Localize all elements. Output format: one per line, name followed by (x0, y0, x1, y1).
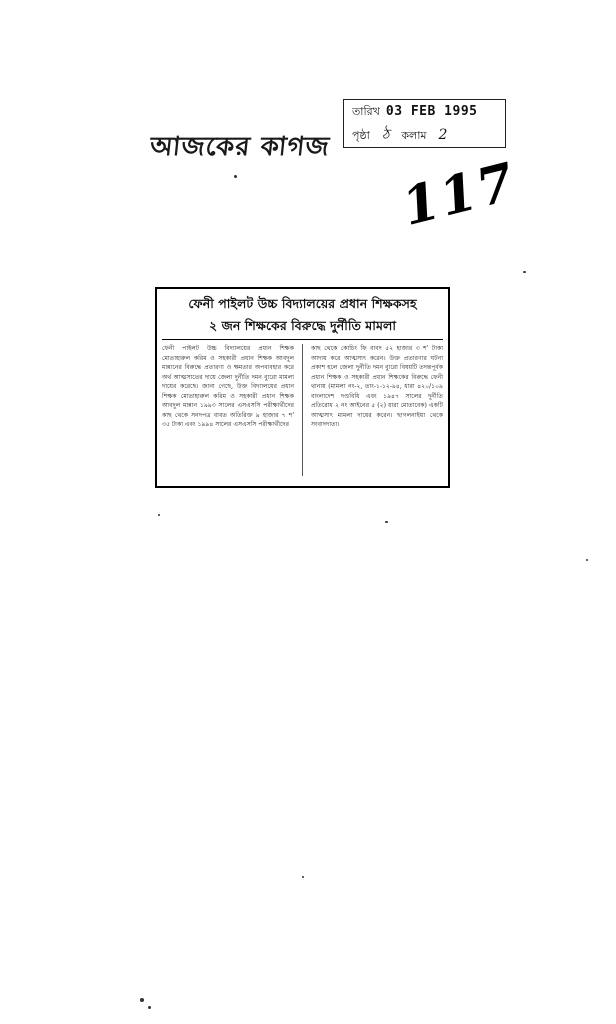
news-clipping (155, 287, 450, 488)
newspaper-masthead-logo: আজকের কাগজ (148, 132, 332, 162)
stamp-page-value: ঠ (381, 127, 390, 143)
scan-speck (385, 521, 388, 523)
column-divider (302, 344, 303, 476)
scan-speck (140, 998, 144, 1002)
scan-speck (234, 175, 237, 178)
stamp-page-row (352, 123, 497, 143)
handwritten-file-number: 117 (396, 151, 523, 238)
scan-speck (302, 876, 304, 878)
article-body (162, 344, 443, 476)
article-column-1: ফেনী পাইলট উচ্চ বিদ্যালয়ের প্রধান শিক্ষক মোতাহারুল করিম ও সহকারী প্রধান শিক্ষক আবদুল মান্নানের বিরুদ্ধে প্রতারণা ও ক্ষমতার অপব্যবহার করে অর্থ আত্মসাতের দায়ে জেলা দুর্নীতি দমন ব্যুরো মামলা দায়ের করেছে। জানা গেছে, উক্ত বিদ্যালয়ের প্রধান শিক্ষক মোতাহারুল করিম ও সহকারী প্রধান শিক্ষক আবদুল মান্নান ১৯৯৩ সালের এসএসসি পরীক্ষার্থীদের কাছ থেকে সনদপত্র বাবত অতিরিক্ত ৯ হাজার ৭ শ' ৩৫ টাকা এবং ১৯৯৪ সালের এসএসসি পরীক্ষার্থীদের (162, 345, 294, 428)
scan-speck (523, 271, 526, 273)
scan-speck (158, 514, 160, 516)
headline-line-1: ফেনী পাইলট উচ্চ বিদ্যালয়ের প্রধান শিক্ষকসহ (188, 296, 417, 311)
stamp-column-label: কলাম (401, 129, 427, 142)
headline-line-2: ২ জন শিক্ষকের বিরুদ্ধে দুর্নীতি মামলা (209, 318, 396, 333)
scan-speck (586, 559, 588, 561)
stamp-date-label: তারিখ (352, 105, 380, 118)
clipping-date-stamp (343, 99, 506, 148)
stamp-date-value: 03 FEB 1995 (385, 104, 478, 119)
scan-speck (148, 1006, 151, 1009)
stamp-page-label: পৃষ্ঠা (352, 129, 370, 142)
stamp-date-row (352, 103, 497, 123)
article-column-2: কাছ থেকে কোচিং ফি বাবদ ৫২ হাজার ৩ শ' টাকা আদায় করে আত্মসাৎ করেন। উক্ত প্রতারণার ঘটনা প্রকাশ হলে জেলা দুর্নীতি দমন ব্যুরো বিষয়টি তদন্তপূর্বক প্রধান শিক্ষক ও সহকারী প্রধান শিক্ষকের বিরুদ্ধে ফেনী থানায় (মামলা নং-২, তাং-১-১২-৯৪, ধারা ৪২০/১০৯ বাংলাদেশ দণ্ডবিধি এবং ১৯৪৭ সালের দুর্নীতি প্রতিরোধ ২ নং আইনের ৫ (২) ধারা মোতাবেক) একটি আত্মসাৎ মামলা দায়ের করেন। ছাগলনাইয়া থেকে সংবাদদাতা। (311, 345, 443, 428)
stamp-column-value: 2 (438, 127, 448, 143)
article-headline (162, 293, 443, 340)
